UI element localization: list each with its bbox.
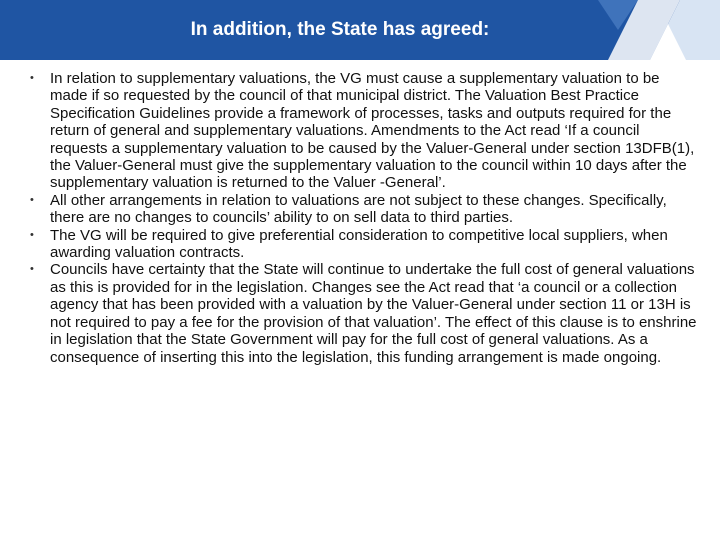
slide-title: In addition, the State has agreed: [190, 19, 490, 40]
list-item [26, 70, 698, 192]
bullet-list [26, 70, 698, 366]
bullet-text: The VG will be required to give preferential consideration to competitive local suppliers, when awarding valuation contracts. [50, 226, 668, 262]
bullet-text: In relation to supplementary valuations, the VG must cause a supplementary valuation to be made if so requested by the council of that municipal district. The Valuation Best Practice Specification Guidelines provide a framework of processes, tasks and outputs required for the return of general and supplementary valuations. Amendments to the Act read ‘If a council requests a supplementary valuation to be caused by the Valuer-General under section 13DFB(1), the Valuer-General must give the supplementary valuation to the council within 10 days after the supplementary valuation is returned to the Valuer -General’. [50, 70, 695, 192]
bullet-marker: • [30, 263, 34, 276]
bullet-marker: • [30, 72, 34, 84]
bullet-marker: • [30, 193, 34, 206]
title-bar [0, 0, 720, 60]
list-item [26, 261, 698, 365]
list-item [26, 227, 698, 262]
bullet-text: Councils have certainty that the State will continue to undertake the full cost of general valuations as this is provided for in the legislation. Changes see the Act read that ‘a council or a collection agency that has been provided with a valuation by the Valuer-General under section 11 or 13H is not required to pay a fee for the provision of that valuation’. The effect of this clause is to enshrine in legislation that the State Government will pay for the full cost of general valuations. As a consequence of inserting this into the legislation, this funding arrangement is made ongoing. [50, 261, 697, 366]
list-item [26, 192, 698, 227]
chevron-decoration-icon [580, 0, 720, 60]
bullet-text: All other arrangements in relation to valuations are not subject to these changes. Specifically, there are no changes to councils’ ability to on sell data to third parties. [50, 191, 667, 227]
bullet-marker: • [30, 228, 34, 241]
